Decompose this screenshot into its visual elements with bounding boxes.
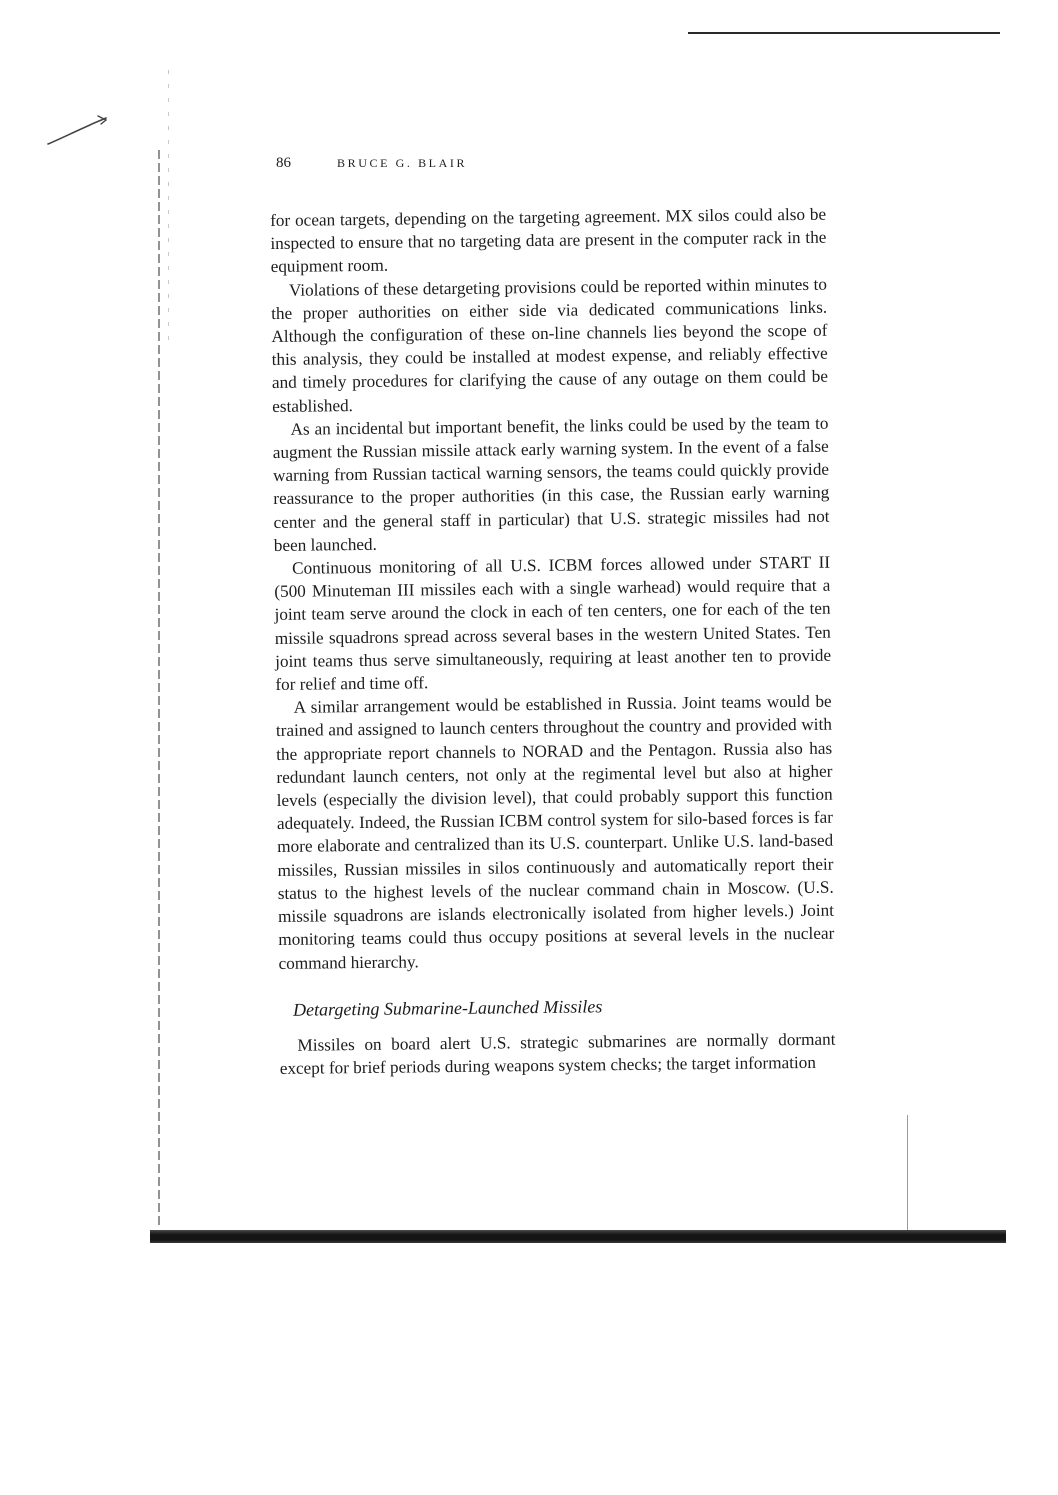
bottom-edge-shadow bbox=[150, 1230, 1006, 1243]
right-edge-shadow bbox=[907, 1115, 908, 1235]
body-text bbox=[270, 203, 836, 1080]
left-binding-shadow bbox=[158, 150, 160, 1225]
paragraph: As an incidental but important benefit, the links could be used by the team to augment the Russian missile attack early warning system. In the event of a false warning from Russian tactical warning sensors, the teams could quickly provide reassurance to the proper authorities (in this case, the Russian early warning center and the general staff in particular) that U.S. strategic missiles had not been launched. bbox=[272, 413, 830, 555]
running-head bbox=[276, 155, 467, 172]
paragraph: Missiles on board alert U.S. strategic submarines are normally dormant except for brief periods during weapons system checks; the target information bbox=[279, 1029, 836, 1078]
top-edge-rule bbox=[688, 32, 1000, 34]
left-binding-faint-shadow bbox=[168, 70, 169, 350]
paragraph: Continuous monitoring of all U.S. ICBM forces allowed under START II (500 Minuteman III missiles each with a single warhead) would require that a joint team serve around the clock in each of ten centers, one for each of the ten missile squadrons spread across several bases in the western United States. Ten joint teams thus serve simultaneously, requiring at least another ten to provide for relief and time off. bbox=[274, 552, 832, 695]
paragraph-continued: for ocean targets, depending on the targeting agreement. MX silos could also be inspected to ensure that no targeting data are present in the computer rack in the equipment room. bbox=[270, 204, 827, 277]
page-number: 86 bbox=[276, 155, 291, 171]
pen-mark-icon bbox=[46, 112, 110, 150]
running-head-author: BRUCE G. BLAIR bbox=[337, 156, 468, 170]
paragraph: A similar arrangement would be established in Russia. Joint teams would be trained and assigned to launch centers throughout the country and provided with the appropriate report channels to NORAD and the Pentagon. Russia also has redundant launch centers, not only at the regimental level but also at higher levels (especially the division level), that could probably support this function adequately. Indeed, the Russian ICBM control system for silo-based forces is far more elaborate and centralized than its U.S. counterpart. Unlike U.S. land-based missiles, Russian missiles in silos continuously and automatically report their status to the highest levels of the nuclear command chain in Moscow. (U.S. missile squadrons are islands electronically isolated from higher levels.) Joint monitoring teams could thus occupy positions at several levels in the nuclear command hierarchy. bbox=[275, 691, 835, 973]
paragraph: Violations of these detargeting provisions could be reported within minutes to the proper authorities on either side via dedicated communications links. Although the configuration of these on-line channels lies beyond the scope of this analysis, they could be installed at modest expense, and reliably effective and timely procedures for clarifying the cause of any outage on them could be established. bbox=[271, 274, 829, 416]
section-heading: Detargeting Submarine-Launched Missiles bbox=[292, 995, 603, 1020]
